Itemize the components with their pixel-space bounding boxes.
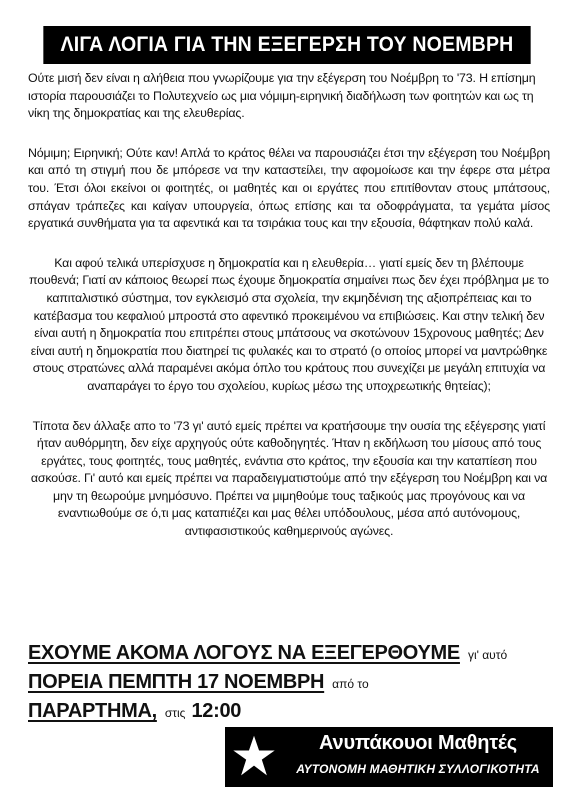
march-date: ΠΟΡΕΙΑ ΠΕΜΠΤΗ 17 ΝΟΕΜΒΡΗ (28, 671, 325, 693)
body-text (28, 70, 550, 563)
march-time: 12:00 (191, 700, 242, 722)
march-location: ΠΑΡΑΡΤΗΜΑ, (28, 700, 157, 722)
slogan-main: ΕΧΟΥΜΕ ΑΚΟΜΑ ΛΟΓΟΥΣ ΝΑ ΕΞΕΓΕΡΘΟΥΜΕ (28, 642, 460, 664)
slogan-line-3 (28, 700, 550, 729)
paragraph-3: Και αφού τελικά υπερίσχυσε η δημοκρατία και η ελευθερία… γιατί εμείς δεν τη βλέπουμε πουθενά; Γιατί αν κάποιος θεωρεί πως έχουμε δημοκρατία σημαίνει πως δεν έχει πρόβλημα με το καπιταλιστικό σύστημα, τον εγκλεισμό στα σχολεία, την εκμηδένιση της αξιοπρέπειας και το κατέβασμα του κεφαλιού μπροστά στο αφεντικό προκειμένου να επιβιώσεις. Και στην τελική δεν είναι αυτή η δημοκρατία που επιτρέπει στους μπάτσους να σκοτώνουν 15χρονους μαθητές; Δεν είναι αυτή η δημοκρατία που διατηρεί τις φυλακές και το στρατό (ο οποίος μπορεί να μαντρώθηκε στους στρατώνες αλλά παραμένει ακόμα όπλο του κράτους που συνεχίζει με μεγάλη επιτυχία να αναπαράγει το έργο του σχολείου, κυρίως μέσω της υποχρεωτικής θητείας); (29, 255, 549, 393)
page-title: ΛΙΓΑ ΛΟΓΙΑ ΓΙΑ ΤΗΝ ΕΞΕΓΕΡΣΗ ΤΟΥ ΝΟΕΜΒΡΗ (43, 26, 530, 64)
slogan-line-1 (28, 642, 550, 671)
march-time-label: στις (164, 706, 186, 720)
paragraph-4: Τίποτα δεν άλλαξε απο το '73 γι' αυτό εμείς πρέπει να κρατήσουμε την ουσία της εξέγερσης γιατί ήταν αυθόρμητη, δεν είχε αρχηγούς ούτε καθοδηγητές. Ήταν η εκδήλωση του μίσους από τους εργάτες, τους φοιτητές, τους μαθητές, ενάντια στο κράτος, την εξουσία και την καταπίεση που ασκούσε. Γι' αυτό και εμείς πρέπει να παραδειγματιστούμε από την εξέγερση του Νοέμβρη και να μην τη θεωρούμε μνημόσυνο. Πρέπει να μιμηθούμε τους ταξικούς μας προγόνους και να εναντιωθούμε σε ό,τι μας καταπιέζει και μας θέλει υπόδουλους, μέσα από αυτόνομους, αντιφασιστικούς καθημερινούς αγώνες. (30, 418, 548, 539)
paragraph-1: Ούτε μισή δεν είναι η αλήθεια που γνωρίζουμε για την εξέγερση του Νοέμβρη το '73. Η επίσημη ιστορία παρουσιάζει το Πολυτεχνείο ως μια νόμιμη-ειρηνική διαδήλωση των φοιτητών και ως τη νίκη της δημοκρατίας και της ελευθερίας. (28, 71, 536, 121)
group-name: Ανυπάκουοι Μαθητές (319, 732, 517, 754)
slogan-suffix: γι' αυτό (467, 648, 508, 662)
star-icon (231, 733, 277, 779)
paragraph-2: Νόμιμη; Ειρηνική; Ούτε καν! Απλά το κράτος θέλει να παρουσιάζει έτσι την εξέγερση του Νοέμβρη και από τη στιγμή που δε μπόρεσε να την καταστείλει, την αφομοίωσε και την έφερε στα μέτρα του. Έτσι όλοι εκείνοι οι φοιτητές, οι μαθητές και οι εργάτες που επιτίθονταν στους μπάτσους, σπάγαν τράπεζες και καίγαν υπουργεία, όπως επίσης και τα οδοφράγματα, τα γεμάτα μίσος εργατικά συνθήματα για τα αφεντικά και τα τσιράκια τους και την εξουσία, θάφτηκαν πολύ καλά. (28, 145, 550, 231)
slogan-line-2 (28, 671, 550, 700)
group-subtitle: ΑΥΤΟΝΟΜΗ ΜΑΘΗΤΙΚΗ ΣΥΛΛΟΓΙΚΟΤΗΤΑ (296, 762, 540, 776)
slogan-block (28, 642, 550, 729)
march-from-label: από το (332, 677, 369, 691)
